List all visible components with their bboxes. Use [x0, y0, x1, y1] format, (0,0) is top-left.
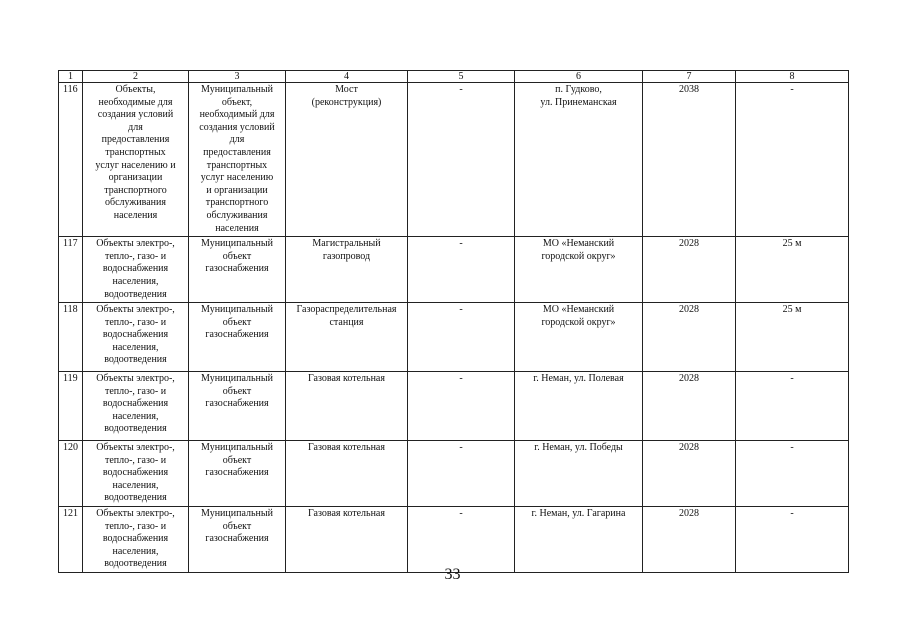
column-number: 4 [286, 71, 408, 83]
year-cell: 2028 [643, 372, 736, 441]
object-type-cell: Муниципальный объект газоснабжения [189, 237, 286, 303]
object-type-cell: Муниципальный объект газоснабжения [189, 507, 286, 573]
object-name-cell: Газораспределительная станция [286, 303, 408, 372]
column-number-row [59, 71, 849, 83]
column-5-cell: - [408, 372, 515, 441]
page-number: 33 [444, 566, 461, 583]
table-row [59, 441, 849, 507]
zone-cell: 25 м [736, 237, 849, 303]
row-number: 117 [59, 237, 83, 303]
column-number: 2 [83, 71, 189, 83]
object-name-cell: Газовая котельная [286, 372, 408, 441]
zone-cell: - [736, 507, 849, 573]
object-category-cell: Объекты электро-, тепло-, газо- и водоснабжения населения, водоотведения [83, 237, 189, 303]
year-cell: 2038 [643, 83, 736, 237]
column-5-cell: - [408, 237, 515, 303]
column-5-cell: - [408, 83, 515, 237]
object-category-cell: Объекты электро-, тепло-, газо- и водоснабжения населения, водоотведения [83, 441, 189, 507]
row-number: 116 [59, 83, 83, 237]
column-number: 6 [515, 71, 643, 83]
object-name-cell: Магистральный газопровод [286, 237, 408, 303]
row-number: 118 [59, 303, 83, 372]
location-cell: г. Неман, ул. Гагарина [515, 507, 643, 573]
column-number: 8 [736, 71, 849, 83]
zone-cell: 25 м [736, 303, 849, 372]
row-number: 119 [59, 372, 83, 441]
object-category-cell: Объекты, необходимые для создания условий для предоставления транспортных услуг населению и организации транспортного обслуживания населения [83, 83, 189, 237]
location-cell: МО «Неманский городской округ» [515, 237, 643, 303]
object-name-cell: Газовая котельная [286, 507, 408, 573]
location-cell: п. Гудково, ул. Принеманская [515, 83, 643, 237]
row-number: 120 [59, 441, 83, 507]
row-number: 121 [59, 507, 83, 573]
object-type-cell: Муниципальный объект газоснабжения [189, 372, 286, 441]
object-type-cell: Муниципальный объект газоснабжения [189, 303, 286, 372]
location-cell: МО «Неманский городской округ» [515, 303, 643, 372]
object-name-cell: Газовая котельная [286, 441, 408, 507]
object-type-cell: Муниципальный объект газоснабжения [189, 441, 286, 507]
table-row [59, 303, 849, 372]
objects-table [58, 70, 849, 573]
object-name-cell: Мост (реконструкция) [286, 83, 408, 237]
object-category-cell: Объекты электро-, тепло-, газо- и водоснабжения населения, водоотведения [83, 372, 189, 441]
object-type-cell: Муниципальный объект, необходимый для создания условий для предоставления транспортных услуг населению и организации транспортного обслуживания населения [189, 83, 286, 237]
column-number: 1 [59, 71, 83, 83]
object-category-cell: Объекты электро-, тепло-, газо- и водоснабжения населения, водоотведения [83, 507, 189, 573]
zone-cell: - [736, 441, 849, 507]
zone-cell: - [736, 372, 849, 441]
location-cell: г. Неман, ул. Победы [515, 441, 643, 507]
table-row [59, 507, 849, 573]
year-cell: 2028 [643, 507, 736, 573]
zone-cell: - [736, 83, 849, 237]
year-cell: 2028 [643, 441, 736, 507]
column-5-cell: - [408, 441, 515, 507]
column-5-cell: - [408, 303, 515, 372]
location-cell: г. Неман, ул. Полевая [515, 372, 643, 441]
object-category-cell: Объекты электро-, тепло-, газо- и водоснабжения населения, водоотведения [83, 303, 189, 372]
table-row [59, 237, 849, 303]
table-row [59, 372, 849, 441]
year-cell: 2028 [643, 303, 736, 372]
year-cell: 2028 [643, 237, 736, 303]
column-5-cell: - [408, 507, 515, 573]
column-number: 5 [408, 71, 515, 83]
table-row [59, 83, 849, 237]
column-number: 3 [189, 71, 286, 83]
column-number: 7 [643, 71, 736, 83]
